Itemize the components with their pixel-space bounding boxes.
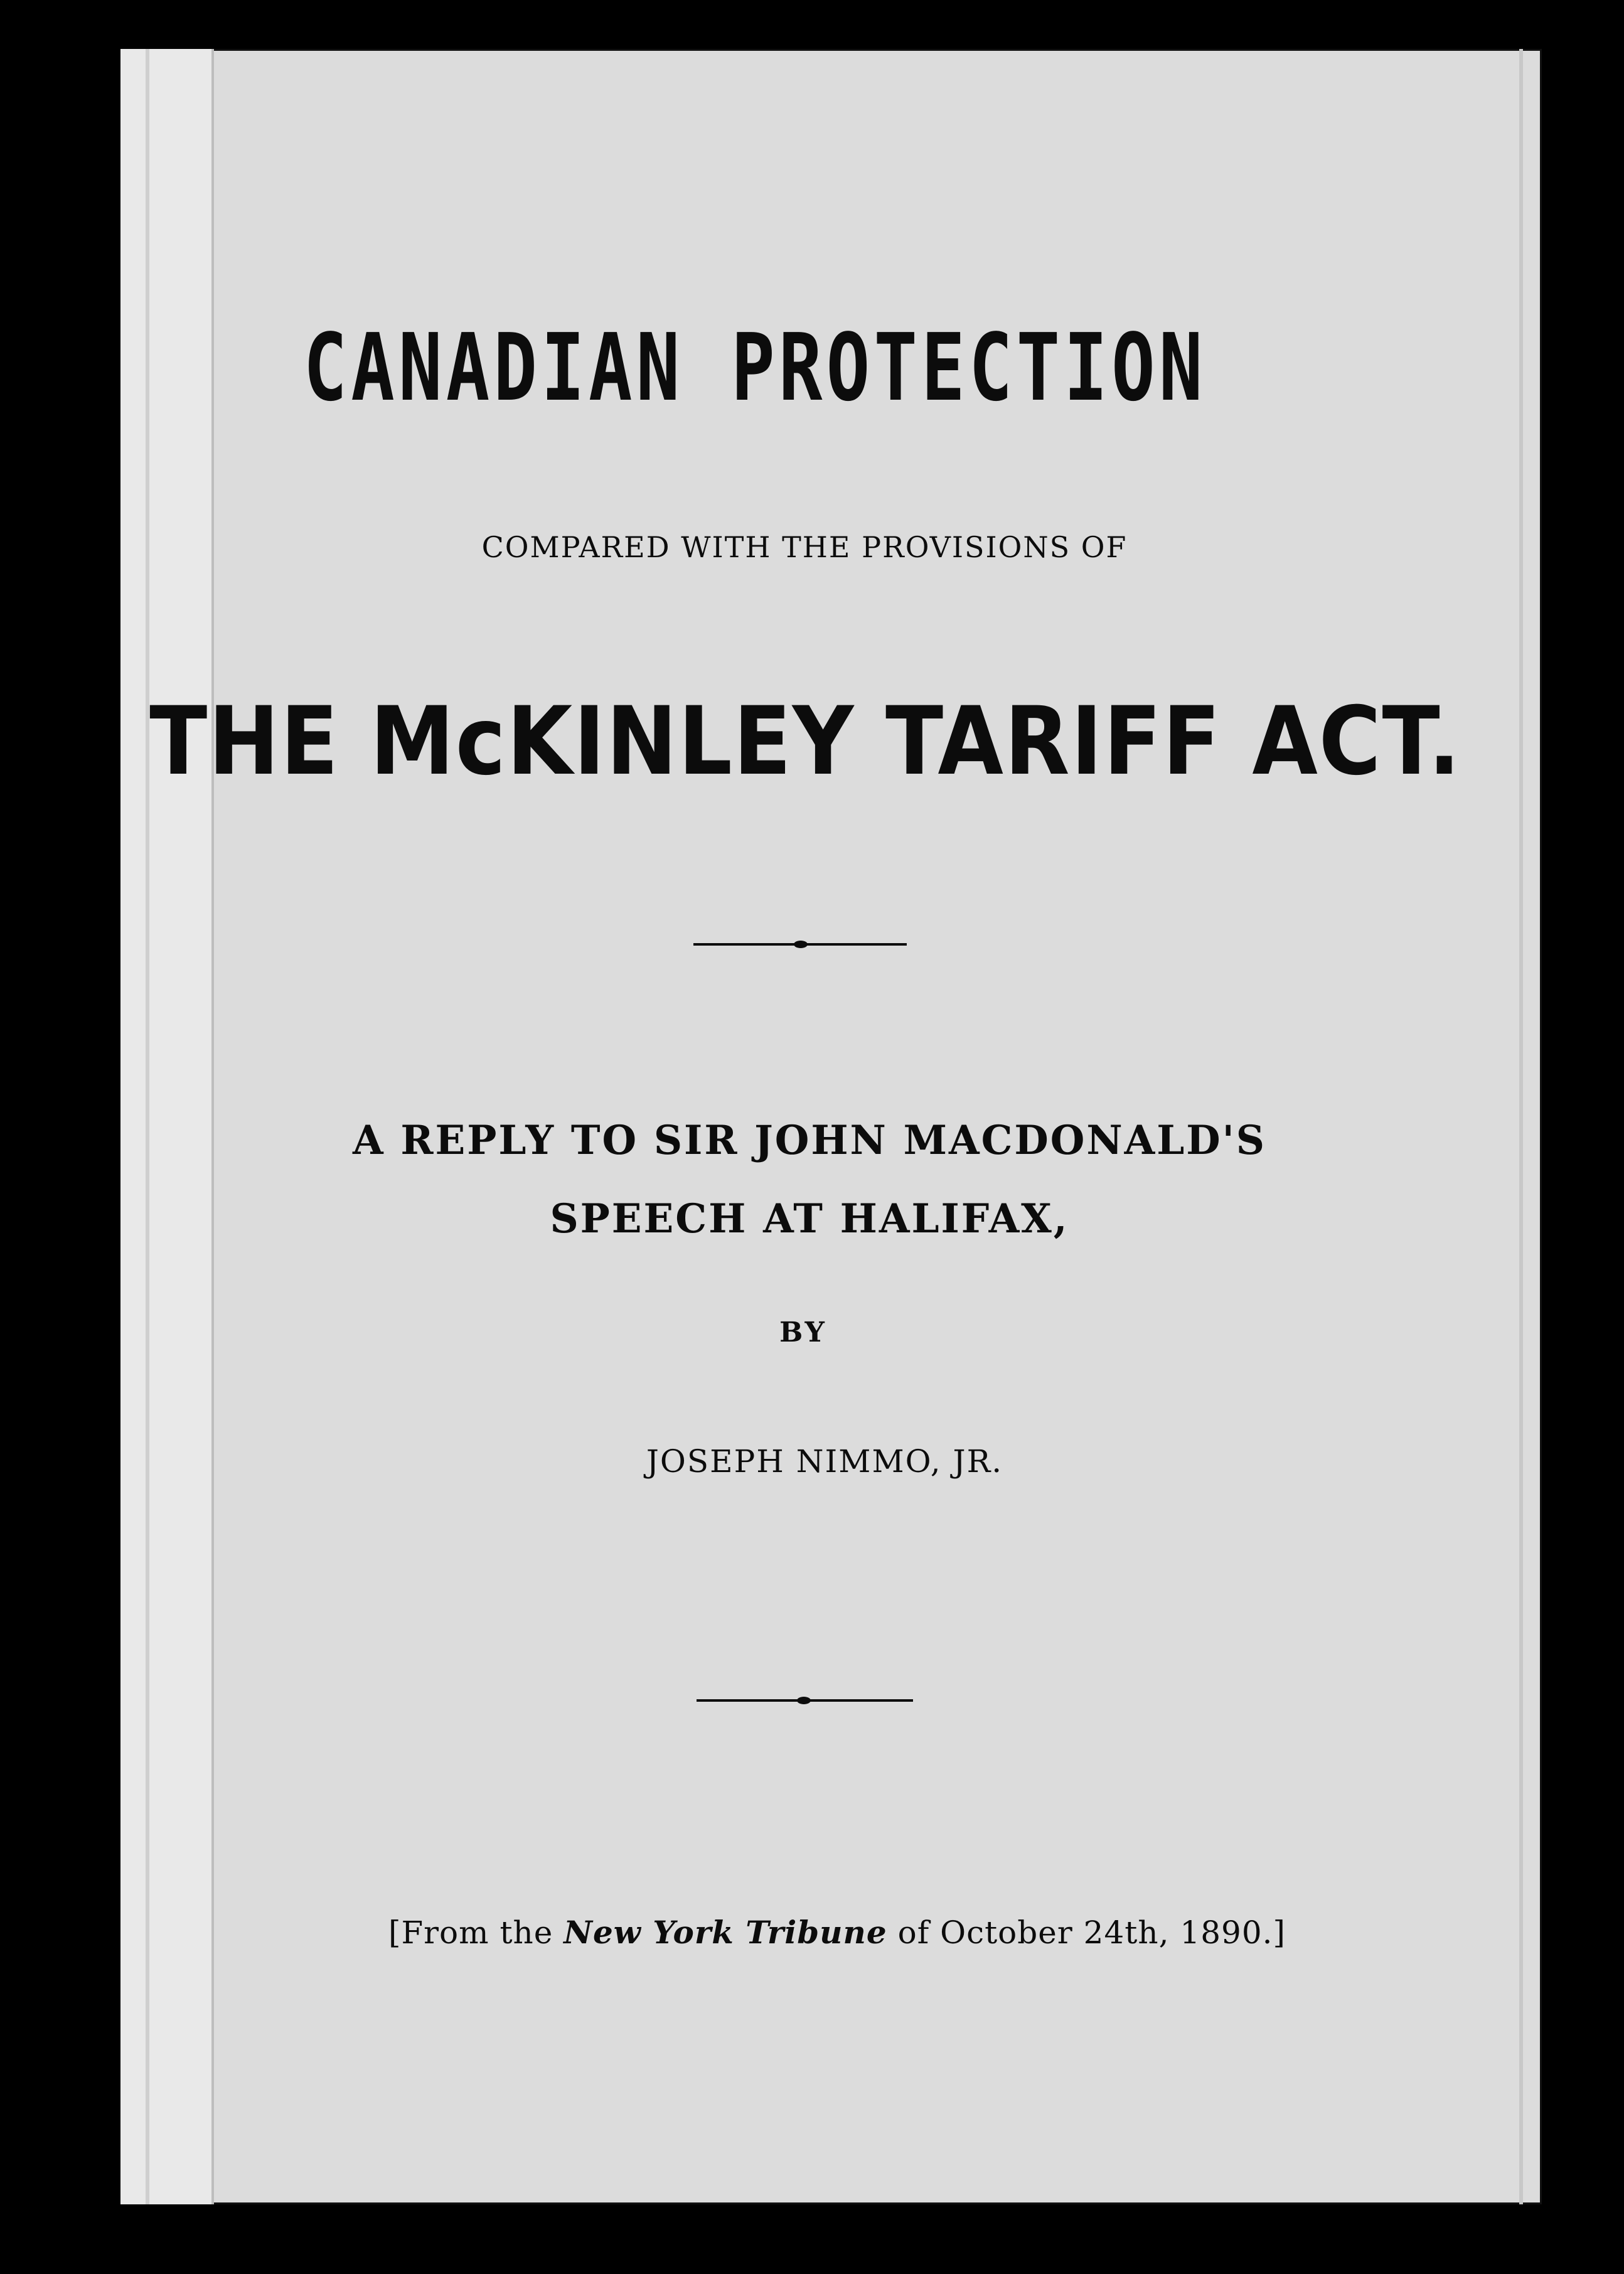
source-prefix: [From the <box>388 1914 564 1951</box>
reply-heading <box>90 1101 1529 1258</box>
source-citation <box>25 1914 1624 1951</box>
reply-line-1: A REPLY TO SIR JOHN MACDONALD'S <box>353 1117 1266 1164</box>
reply-line-2: SPEECH AT HALIFAX, <box>550 1195 1069 1242</box>
act-title: THE McKINLEY TARIFF ACT. <box>149 687 1462 796</box>
document-subtitle: COMPARED WITH THE PROVISIONS OF <box>481 530 1128 564</box>
source-suffix: of October 24th, 1890.] <box>887 1914 1286 1951</box>
by-line: BY <box>779 1316 827 1348</box>
source-publication: New York Tribune <box>564 1914 887 1951</box>
document-title: CANADIAN PROTECTION <box>303 314 1207 422</box>
author-name: JOSEPH NIMMO, JR. <box>646 1443 1003 1480</box>
